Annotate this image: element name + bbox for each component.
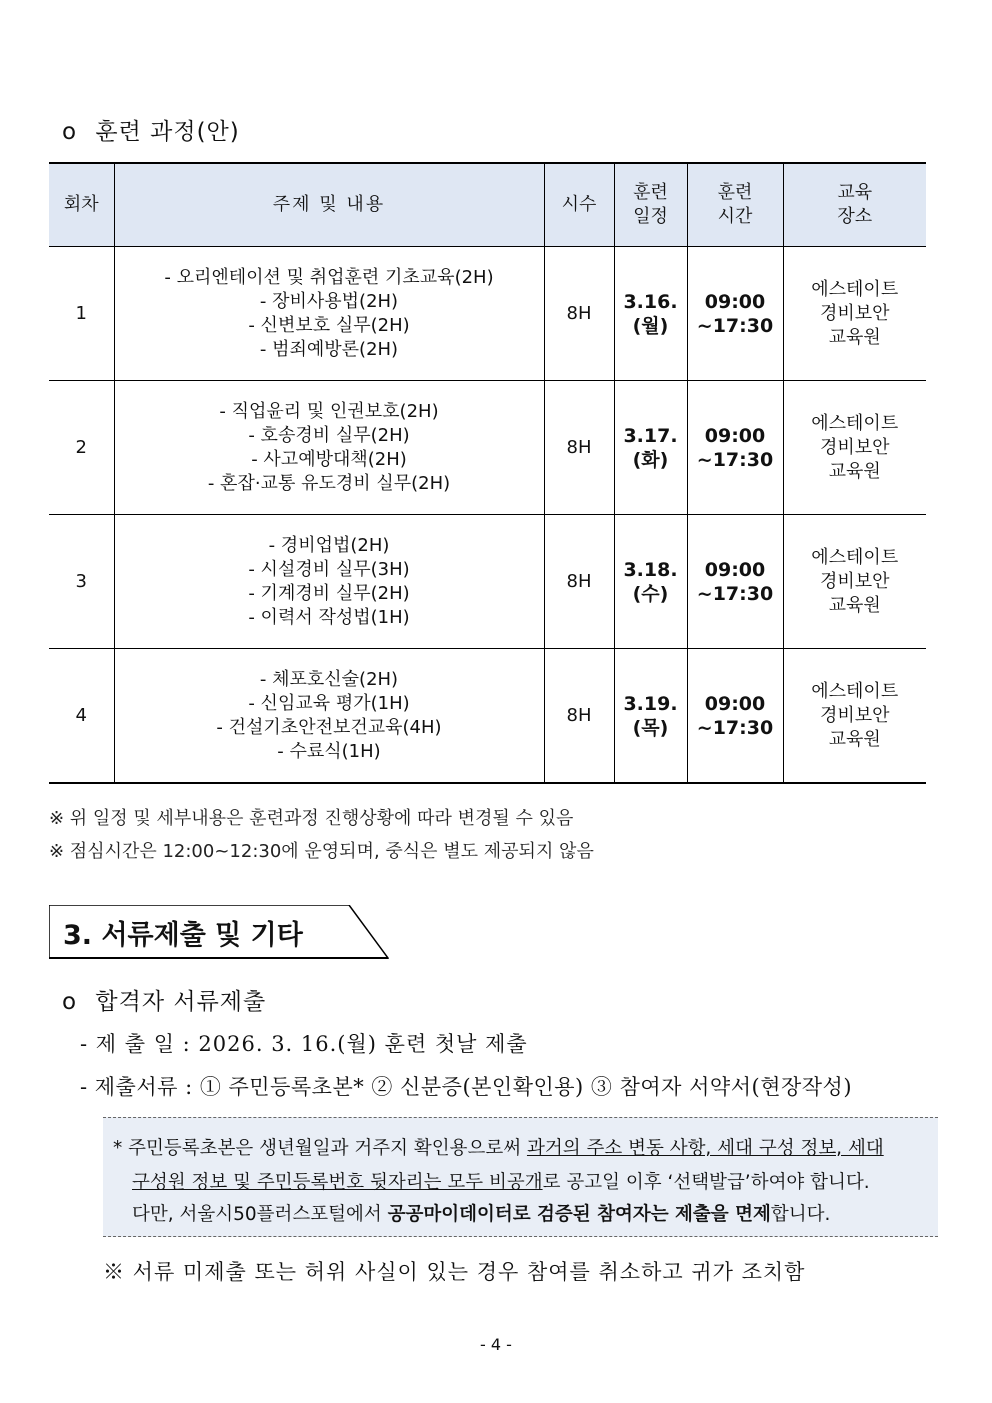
row-topics: - 오리엔테이션 및 취업훈련 기초교육(2H) - 장비사용법(2H) - 신변보호 실무(2H) - 범죄예방론(2H) [114,247,544,381]
row-time: 09:00 ~17:30 [687,247,783,381]
submit-documents: - 제출서류 : ① 주민등록초본* ② 신분증(본인확인용) ③ 참여자 서약서(현장작성) [80,1075,853,1099]
header-date: 훈련 일정 [614,163,687,247]
row-round: 3 [49,515,114,649]
bullet: o [62,119,78,145]
row-round: 2 [49,381,114,515]
table-row [49,515,926,649]
header-hours: 시수 [544,163,614,247]
row-date: 3.18. (수) [614,515,687,649]
row-place: 에스테이트 경비보안 교육원 [783,247,926,381]
table-row [49,381,926,515]
training-section-heading [62,113,240,146]
row-place: 에스테이트 경비보안 교육원 [783,515,926,649]
submission-heading [62,983,266,1016]
row-date: 3.17. (화) [614,381,687,515]
final-note: ※ 서류 미제출 또는 허위 사실이 있는 경우 참여를 취소하고 귀가 조치함 [103,1260,806,1284]
page-number: - 4 - [480,1335,512,1354]
lunch-note: ※ 점심시간은 12:00~12:30에 운영되며, 중식은 별도 제공되지 않음 [49,841,594,862]
row-time: 09:00 ~17:30 [687,381,783,515]
submission-title: 합격자 서류제출 [95,989,267,1015]
row-hours: 8H [544,381,614,515]
table-row [49,649,926,784]
row-hours: 8H [544,649,614,784]
note-line-1: * 주민등록초본은 생년월일과 거주지 확인용으로써 과거의 주소 변동 사항, 세대 구성 정보, 세대 [113,1138,884,1159]
schedule-note: ※ 위 일정 및 세부내용은 훈련과정 진행상황에 따라 변경될 수 있음 [49,808,574,829]
row-place: 에스테이트 경비보안 교육원 [783,381,926,515]
row-topics: - 경비업법(2H) - 시설경비 실무(3H) - 기계경비 실무(2H) - 이력서 작성법(1H) [114,515,544,649]
row-hours: 8H [544,515,614,649]
row-date: 3.19. (목) [614,649,687,784]
section3-header [49,905,389,959]
row-round: 4 [49,649,114,784]
table-row [49,247,926,381]
training-schedule-table [49,162,926,784]
header-time: 훈련 시간 [687,163,783,247]
table-header-row [49,163,926,247]
row-topics: - 직업윤리 및 인권보호(2H) - 호송경비 실무(2H) - 사고예방대책(2H) - 혼잡·교통 유도경비 실무(2H) [114,381,544,515]
header-round: 회차 [49,163,114,247]
row-time: 09:00 ~17:30 [687,515,783,649]
section3-title: 3. 서류제출 및 기타 [63,920,303,951]
header-place: 교육 장소 [783,163,926,247]
bullet: o [62,989,78,1015]
note-line-2: 구성원 정보 및 주민등록번호 뒷자리는 모두 비공개로 공고일 이후 ‘선택발급’하여야 합니다. [132,1172,870,1193]
row-topics: - 체포호신술(2H) - 신임교육 평가(1H) - 건설기초안전보건교육(4H) - 수료식(1H) [114,649,544,784]
row-round: 1 [49,247,114,381]
row-time: 09:00 ~17:30 [687,649,783,784]
row-place: 에스테이트 경비보안 교육원 [783,649,926,784]
row-date: 3.16. (월) [614,247,687,381]
header-topic: 주제 및 내용 [114,163,544,247]
resident-registration-note [103,1117,938,1237]
note-line-3: 다만, 서울시50플러스포털에서 공공마이데이터로 검증된 참여자는 제출을 면제합니다. [132,1204,831,1225]
training-section-title: 훈련 과정(안) [95,119,240,145]
row-hours: 8H [544,247,614,381]
submit-date: - 제 출 일 : 2026. 3. 16.(월) 훈련 첫날 제출 [80,1032,528,1056]
